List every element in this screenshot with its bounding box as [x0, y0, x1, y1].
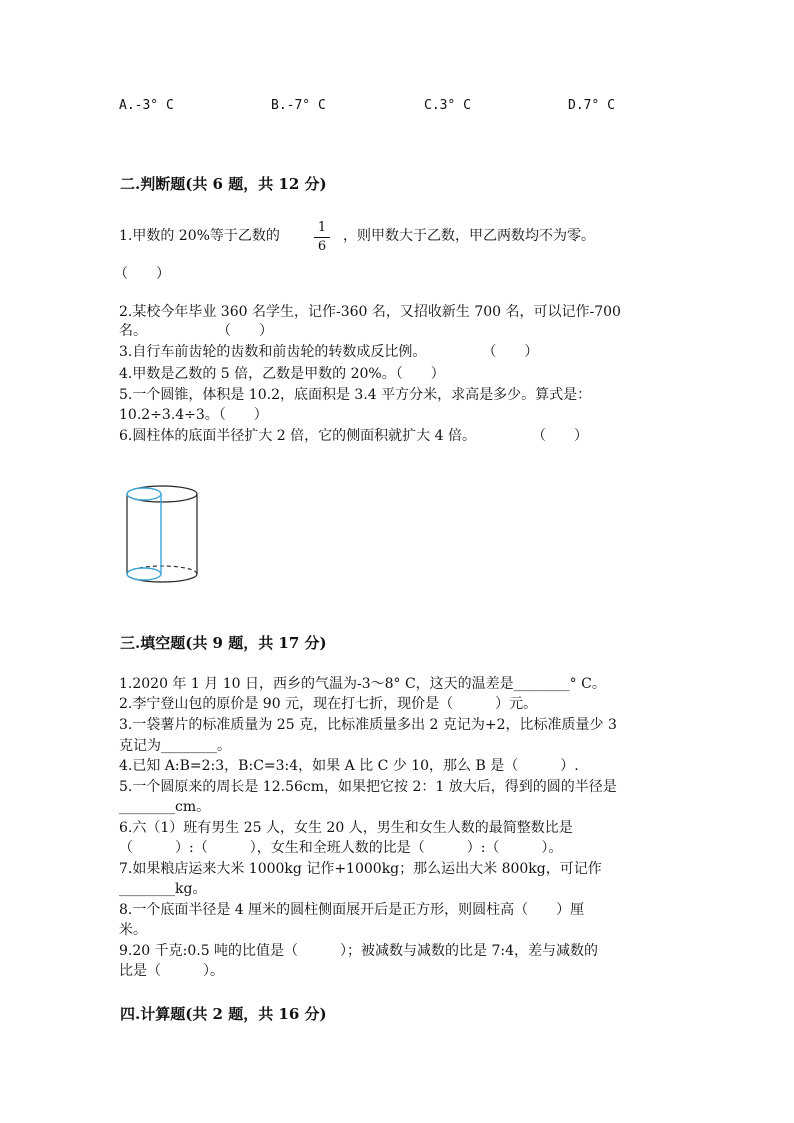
- fill-line-5: 4.已知 A:B=2:3，B:C=3:4，如果 A 比 C 少 10，那么 B 是（ ）.: [119, 758, 579, 774]
- fill-line-3: 3.一袋薯片的标准质量为 25 克，比标准质量多出 2 克记为+2，比标准质量少 3: [119, 717, 617, 733]
- cylinder-figure: [120, 480, 204, 590]
- fill-line-12: 8.一个底面半径是 4 厘米的圆柱侧面展开后是正方形，则圆柱高（ ）厘: [119, 902, 585, 918]
- question-2-1-paren: （ ）: [114, 266, 170, 282]
- fill-line-8: 6.六（1）班有男生 25 人，女生 20 人，男生和女生人数的最简整数比是: [119, 820, 573, 836]
- highlight-bottom-ellipse: [127, 568, 161, 580]
- cylinder-bottom-back: [127, 566, 197, 574]
- question-2-3: 3.自行车前齿轮的齿数和前齿轮的转数成反比例。 （ ）: [119, 344, 539, 360]
- question-2-5-line2: 10.2÷3.4÷3。（ ）: [119, 407, 268, 423]
- fill-line-10: 7.如果粮店运来大米 1000kg 记作+1000kg；那么运出大米 800kg，可记作: [119, 861, 602, 877]
- option-d: D.7° C: [568, 98, 615, 113]
- fill-line-6: 5.一个圆原来的周长是 12.56cm，如果把它按 2：1 放大后，得到的圆的半径是: [119, 779, 617, 795]
- fill-line-15: 比是（ ）。: [119, 963, 224, 979]
- fraction-numerator: 1: [317, 220, 327, 235]
- fill-line-2: 2.李宁登山包的原价是 90 元，现在打七折，现价是（ ）元。: [119, 696, 538, 712]
- fill-line-13: 米。: [119, 922, 147, 938]
- option-c: C.3° C: [424, 98, 471, 113]
- section-2-title: 二.判断题(共 6 题，共 12 分): [120, 175, 327, 193]
- section-4-title: 四.计算题(共 2 题，共 16 分): [120, 1005, 327, 1023]
- question-2-4: 4.甲数是乙数的 5 倍，乙数是甲数的 20%。（ ）: [119, 366, 445, 382]
- fill-line-7: ________cm。: [119, 799, 211, 815]
- question-2-2-line2: 名。 （ ）: [119, 323, 273, 339]
- cylinder-bottom-front: [127, 574, 197, 582]
- fill-line-14: 9.20 千克:0.5 吨的比值是（ ）；被减数与减数的比是 7:4，差与减数的: [119, 943, 599, 959]
- fill-line-11: ________kg。: [119, 881, 207, 897]
- fraction-denominator: 6: [317, 239, 327, 254]
- question-2-1-before: 1.甲数的 20%等于乙数的: [119, 228, 280, 244]
- fill-line-1: 1.2020 年 1 月 10 日，西乡的气温为-3～8° C，这天的温差是________° C。: [119, 676, 606, 692]
- option-b: B.-7° C: [271, 98, 326, 113]
- highlight-top-ellipse: [127, 488, 161, 500]
- fraction-one-sixth: [314, 220, 330, 255]
- question-2-2-line1: 2.某校今年毕业 360 名学生，记作-360 名，又招收新生 700 名，可以记作-700: [119, 304, 621, 320]
- fraction-bar: [314, 237, 330, 238]
- question-2-5-line1: 5.一个圆锥，体积是 10.2，底面积是 3.4 平方分米，求高是多少。算式是：: [119, 387, 592, 403]
- question-2-1-after: ，则甲数大于乙数，甲乙两数均不为零。: [343, 228, 595, 244]
- section-3-title: 三.填空题(共 9 题，共 17 分): [120, 634, 327, 652]
- fill-line-4: 克记为________。: [119, 738, 231, 754]
- option-a: A.-3° C: [119, 98, 174, 113]
- question-2-6: 6.圆柱体的底面半径扩大 2 倍，它的侧面积就扩大 4 倍。 （ ）: [119, 428, 588, 444]
- fill-line-9: （ ）:（ ），女生和全班人数的比是（ ）:（ ）。: [119, 840, 563, 856]
